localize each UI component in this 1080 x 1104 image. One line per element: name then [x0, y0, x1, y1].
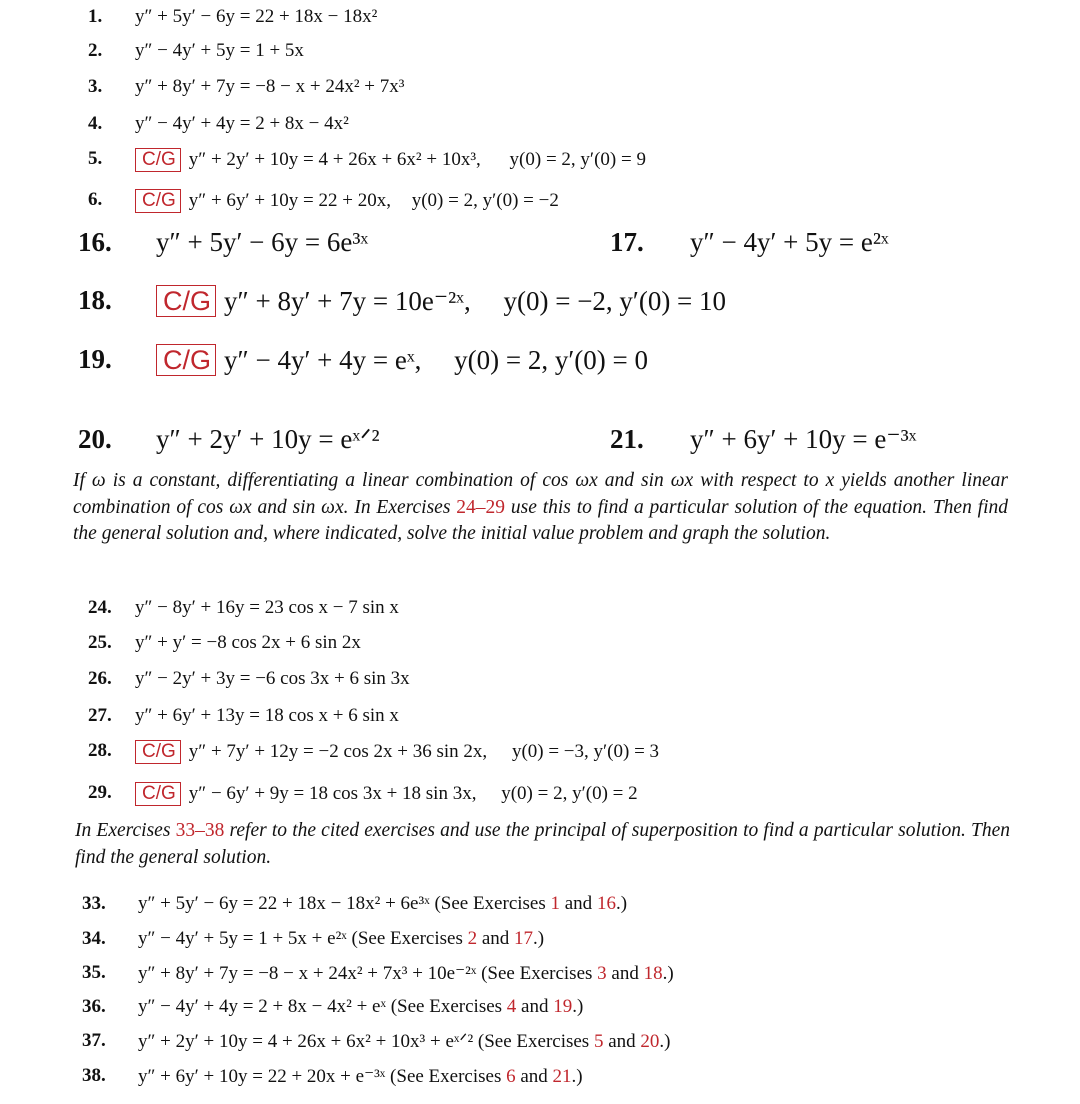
equation: y″ + 6y′ + 13y = 18 cos x + 6 sin x: [135, 705, 399, 726]
equation: y″ + 8y′ + 7y = −8 − x + 24x² + 7x³ + 10e⁻²ˣ: [138, 963, 477, 984]
initial-conditions: y(0) = 2, y′(0) = 0: [454, 345, 648, 375]
exercise-range-link[interactable]: 33–38: [175, 820, 225, 841]
exercise-number: 36.: [82, 996, 106, 1017]
exercise-link[interactable]: 20: [640, 1031, 660, 1052]
exercise-number: 27.: [88, 705, 112, 726]
equation: y″ + 7y′ + 12y = −2 cos 2x + 36 sin 2x,: [188, 741, 488, 762]
equation: y″ − 4y′ + 4y = eˣ,: [224, 345, 422, 375]
equation-line: [138, 1065, 583, 1088]
exercise-number: 3.: [88, 76, 103, 97]
paragraph-text: If ω is a constant, differentiating a linear combination of cos ωx and sin ωx with respect to x yields another linear combination of cos ωx and sin ωx. In Exercises: [73, 470, 1008, 518]
exercise-link[interactable]: 3: [597, 963, 607, 984]
equation: y″ − 4y′ + 4y = 2 + 8x − 4x²: [135, 113, 349, 134]
exercise-link[interactable]: 19: [553, 996, 573, 1017]
exercise-link[interactable]: 1: [550, 893, 560, 914]
equation: y″ + 2y′ + 10y = eˣᐟ²: [156, 424, 380, 454]
exercise-number: 28.: [88, 740, 112, 761]
cg-badge: C/G: [135, 189, 181, 213]
equation: y″ + 6y′ + 10y = e⁻³ˣ: [690, 424, 917, 454]
see-text: (See Exercises: [477, 1031, 590, 1052]
exercise-link[interactable]: 2: [467, 928, 478, 949]
exercise-number: 5.: [88, 148, 103, 169]
equation: y″ + 5y′ − 6y = 22 + 18x − 18x²: [135, 6, 378, 27]
equation: y″ + 6y′ + 10y = 22 + 20x,: [188, 190, 391, 211]
exercise-link[interactable]: 17: [514, 928, 534, 949]
exercise-link[interactable]: 4: [506, 996, 517, 1017]
close-text: .): [572, 996, 584, 1017]
equation-line: [135, 782, 638, 806]
see-text: (See Exercises: [390, 1066, 502, 1087]
exercise-number: 24.: [88, 597, 112, 618]
close-text: .): [659, 1031, 671, 1052]
exercise-number: 33.: [82, 893, 106, 914]
equation: y″ + 6y′ + 10y = 22 + 20x + e⁻³ˣ: [138, 1066, 386, 1087]
close-text: .): [533, 928, 545, 949]
equation: y″ + 5y′ − 6y = 6e³ˣ: [156, 227, 369, 257]
equation: y″ + 8y′ + 7y = 10e⁻²ˣ,: [224, 286, 471, 316]
equation-line: [135, 740, 659, 764]
initial-conditions: y(0) = 2, y′(0) = 9: [509, 149, 646, 170]
close-text: .): [571, 1066, 583, 1087]
equation: y″ − 4y′ + 5y = 1 + 5x + e²ˣ: [138, 928, 347, 949]
initial-conditions: y(0) = 2, y′(0) = −2: [411, 190, 559, 211]
cg-badge: C/G: [135, 740, 181, 764]
equation-line: [156, 285, 726, 317]
equation: y″ + 2y′ + 10y = 4 + 26x + 6x² + 10x³ + eˣᐟ²: [138, 1031, 474, 1052]
exercise-number: 19.: [78, 344, 112, 374]
cg-badge: C/G: [135, 148, 181, 172]
initial-conditions: y(0) = 2, y′(0) = 2: [501, 783, 638, 804]
equation-line: [135, 189, 559, 213]
exercise-link[interactable]: 18: [643, 963, 663, 984]
exercise-number: 38.: [82, 1065, 106, 1086]
instructions-paragraph-1: [73, 468, 1008, 548]
exercise-number: 2.: [88, 40, 103, 61]
see-text: (See Exercises: [351, 928, 463, 949]
exercise-link[interactable]: 16: [596, 893, 616, 914]
equation-line: [138, 962, 674, 985]
exercise-number: 26.: [88, 668, 112, 689]
exercise-number: 21.: [610, 424, 644, 454]
and-text: and: [481, 928, 510, 949]
and-text: and: [520, 1066, 548, 1087]
see-text: (See Exercises: [481, 963, 593, 984]
cg-badge: C/G: [156, 344, 216, 376]
exercise-number: 16.: [78, 227, 112, 257]
cg-badge: C/G: [135, 782, 181, 806]
cg-badge: C/G: [156, 285, 216, 317]
exercise-number: 25.: [88, 632, 112, 653]
initial-conditions: y(0) = −3, y′(0) = 3: [511, 741, 660, 762]
equation: y″ + 2y′ + 10y = 4 + 26x + 6x² + 10x³,: [188, 149, 481, 170]
equation: y″ + y′ = −8 cos 2x + 6 sin 2x: [135, 632, 361, 653]
exercise-link[interactable]: 6: [506, 1066, 516, 1087]
paragraph-text: In Exercises: [75, 820, 171, 841]
exercise-number: 37.: [82, 1030, 106, 1051]
equation-line: [138, 1030, 670, 1053]
equation: y″ + 8y′ + 7y = −8 − x + 24x² + 7x³: [135, 76, 405, 97]
exercise-link[interactable]: 21: [552, 1066, 572, 1087]
equation: y″ − 6y′ + 9y = 18 cos 3x + 18 sin 3x,: [188, 783, 477, 804]
equation: y″ − 4y′ + 4y = 2 + 8x − 4x² + eˣ: [138, 996, 386, 1017]
paragraph-text: refer to the cited exercises and use the principal of superposition to find a particular solution. Then find the general solution.: [75, 820, 1010, 868]
close-text: .): [662, 963, 674, 984]
paragraph-text: use this to find a particular solution of the equation. Then find the general solution and, where indicated, solve the initial value problem and graph the solution.: [73, 496, 1009, 544]
exercise-number: 17.: [610, 227, 644, 257]
exercise-number: 29.: [88, 782, 112, 803]
initial-conditions: y(0) = −2, y′(0) = 10: [503, 286, 727, 316]
exercise-link[interactable]: 5: [593, 1031, 604, 1052]
and-text: and: [611, 963, 639, 984]
close-text: .): [615, 893, 628, 914]
equation-line: [138, 996, 583, 1018]
see-text: (See Exercises: [434, 893, 546, 914]
see-text: (See Exercises: [390, 996, 503, 1017]
exercise-number: 4.: [88, 113, 103, 134]
equation: y″ − 8y′ + 16y = 23 cos x − 7 sin x: [135, 597, 399, 618]
exercise-number: 34.: [82, 928, 106, 949]
exercise-number: 20.: [78, 424, 112, 454]
exercise-number: 18.: [78, 285, 112, 315]
and-text: and: [608, 1031, 636, 1052]
equation-line: [138, 928, 544, 950]
equation: y″ − 4y′ + 5y = e²ˣ: [690, 227, 889, 257]
equation: y″ − 2y′ + 3y = −6 cos 3x + 6 sin 3x: [135, 668, 410, 689]
and-text: and: [564, 893, 593, 914]
exercise-number: 1.: [88, 6, 103, 27]
equation: y″ + 5y′ − 6y = 22 + 18x − 18x² + 6e³ˣ: [138, 893, 430, 914]
equation-line: [138, 893, 627, 915]
exercise-number: 6.: [88, 189, 103, 210]
instructions-paragraph-2: [75, 818, 1010, 871]
and-text: and: [521, 996, 549, 1017]
equation: y″ − 4y′ + 5y = 1 + 5x: [135, 40, 304, 61]
exercise-number: 35.: [82, 962, 106, 983]
equation-line: [135, 148, 646, 172]
exercise-range-link[interactable]: 24–29: [456, 496, 506, 518]
equation-line: [156, 344, 648, 376]
